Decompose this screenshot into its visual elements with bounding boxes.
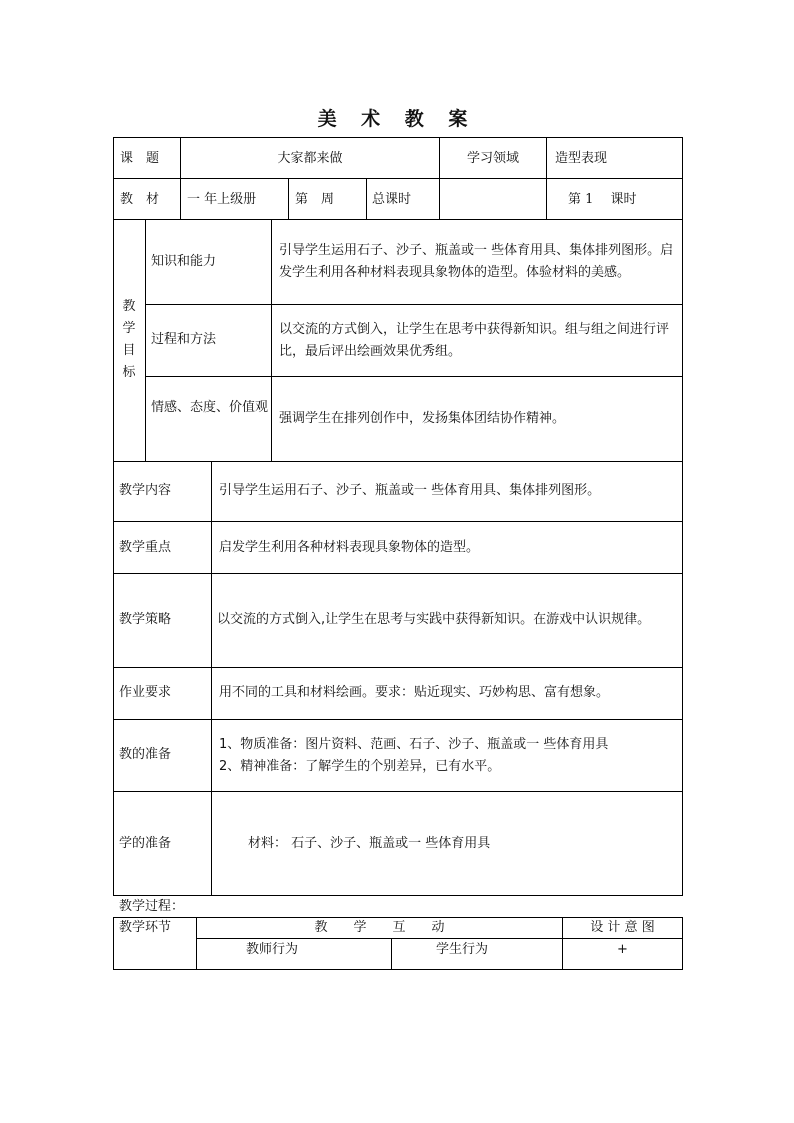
objective-label-attitude: 情感、态度、价值观 — [151, 400, 269, 415]
course-label: 课 题 — [120, 151, 160, 166]
objectives-section-label — [119, 296, 139, 384]
process-border-bottom — [113, 969, 683, 970]
row-label-student-prep: 学的准备 — [119, 836, 172, 851]
process-teacher-behavior: 教师行为 — [245, 942, 298, 957]
col-divider — [211, 461, 212, 895]
row-text-homework: 用不同的工具和材料绘画。要求：贴近现实、巧妙构思、富有想象。 — [219, 685, 610, 700]
objective-text-attitude: 强调学生在排列创作中，发扬集体团结协作精神。 — [279, 411, 566, 426]
process-row-divider — [196, 938, 683, 939]
row-divider — [113, 178, 683, 179]
col-divider — [439, 137, 440, 219]
objective-text-process: 以交流的方式倒入，让学生在思考中获得新知识。组与组之间进行评比，最后评出绘画效果优秀组。 — [279, 322, 670, 359]
row-divider — [113, 573, 683, 574]
row-text-content: 引导学生运用石子、沙子、瓶盖或一 些体育用具、集体排列图形。 — [219, 483, 601, 498]
domain-label: 学习领域 — [466, 151, 519, 166]
process-student-behavior: 学生行为 — [435, 942, 488, 957]
process-border-top — [113, 917, 683, 918]
process-border-left — [113, 917, 114, 969]
row-label-strategy: 教学策略 — [119, 612, 172, 627]
objectives-char: 目 — [122, 343, 136, 358]
objective-label-knowledge: 知识和能力 — [151, 254, 217, 269]
objectives-char: 教 — [122, 299, 136, 314]
row-divider — [145, 376, 683, 377]
total-hours-label: 总课时 — [372, 192, 412, 207]
objective-text-knowledge: 引导学生运用石子、沙子、瓶盖或一 些体育用具、集体排列图形。启发学生利用各种材料表现具象物体的造型。体验材料的美感。 — [279, 243, 674, 280]
col-divider — [288, 178, 289, 219]
col-divider — [145, 219, 146, 461]
row-divider — [113, 461, 683, 462]
process-col-stage: 教学环节 — [119, 920, 172, 935]
domain-value: 造型表现 — [555, 151, 608, 166]
objectives-char: 标 — [122, 365, 136, 380]
table-border-right — [682, 137, 683, 895]
row-label-key-points: 教学重点 — [119, 540, 172, 555]
row-text-key-points: 启发学生利用各种材料表现具象物体的造型。 — [219, 540, 480, 555]
process-border-right — [682, 917, 683, 969]
col-divider — [546, 137, 547, 219]
row-text-teacher-prep-2: 2、精神准备：了解学生的个别差异，已有水平。 — [219, 759, 501, 774]
objective-label-process: 过程和方法 — [151, 332, 217, 347]
textbook-value: 一 年上级册 — [187, 192, 257, 207]
row-label-content: 教学内容 — [119, 483, 172, 498]
textbook-label: 教 材 — [120, 192, 160, 207]
page-title: 美 术 教 案 — [317, 108, 477, 130]
row-label-teacher-prep: 教的准备 — [119, 747, 172, 762]
row-text-strategy: 以交流的方式倒入,让学生在思考与实践中获得新知识。在游戏中认识规律。 — [217, 612, 651, 627]
process-col-interaction: 教 学 互 动 — [314, 920, 445, 935]
col-divider — [366, 178, 367, 219]
lesson-number-label: 第 1 课时 — [568, 192, 637, 207]
process-heading: 教学过程： — [119, 899, 185, 914]
row-divider — [113, 791, 683, 792]
row-divider — [113, 219, 683, 220]
row-divider — [145, 304, 683, 305]
process-plus: + — [617, 942, 628, 957]
row-label-homework: 作业要求 — [119, 685, 172, 700]
row-divider — [113, 521, 683, 522]
col-divider — [271, 219, 272, 461]
col-divider — [180, 178, 181, 219]
course-value: 大家都来做 — [277, 151, 343, 166]
table-border-bottom — [113, 895, 683, 896]
row-text-student-prep: 材料： 石子、沙子、瓶盖或一 些体育用具 — [248, 836, 491, 851]
row-divider — [113, 719, 683, 720]
table-border-top — [113, 137, 683, 138]
row-divider — [113, 667, 683, 668]
week-label: 第 周 — [295, 192, 335, 207]
table-border-left — [113, 137, 114, 895]
process-col-design: 设 计 意 图 — [590, 920, 655, 935]
objectives-char: 学 — [122, 321, 136, 336]
row-text-teacher-prep-1: 1、物质准备：图片资料、范画、石子、沙子、瓶盖或一 些体育用具 — [219, 737, 609, 752]
